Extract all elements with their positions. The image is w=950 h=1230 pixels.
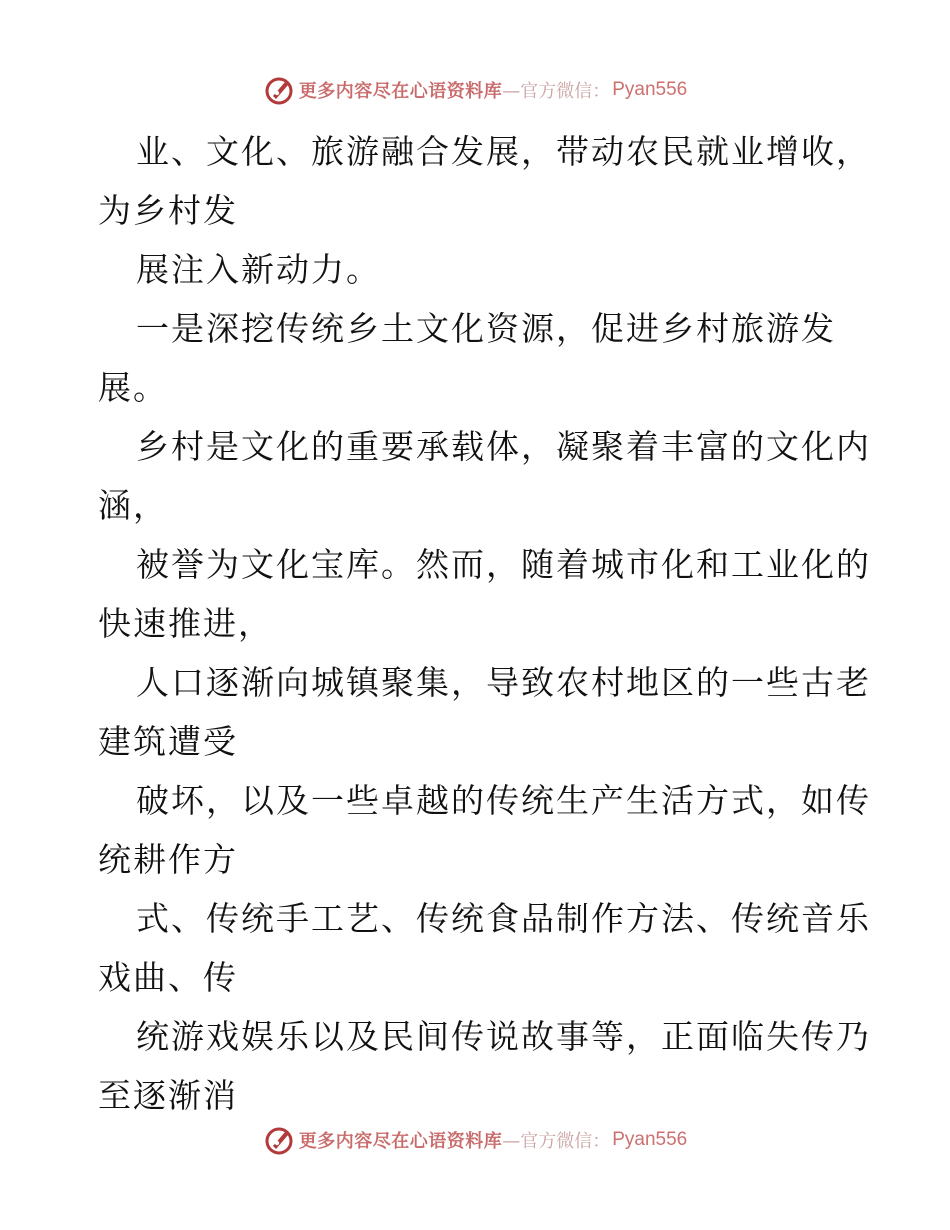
body-line: 统耕作方 bbox=[98, 840, 238, 879]
banner-title: 更多内容尽在心语资料库 bbox=[298, 1131, 503, 1152]
document-body bbox=[98, 122, 871, 1125]
banner-wechat-handle: Pyan556 bbox=[612, 79, 688, 100]
body-line: 一是深挖传统乡土文化资源，促进乡村旅游发 bbox=[136, 309, 836, 348]
body-line: 快速推进， bbox=[98, 604, 273, 643]
pen-nib-logo-icon bbox=[263, 1124, 295, 1156]
body-line: 业、文化、旅游融合发展，带动农民就业增收， bbox=[136, 132, 871, 171]
body-line: 人口逐渐向城镇聚集，导致农村地区的一些古老 bbox=[136, 663, 871, 702]
header-watermark-banner bbox=[0, 70, 950, 110]
body-line: 乡村是文化的重要承载体，凝聚着丰富的文化内 bbox=[136, 427, 871, 466]
body-line: 统游戏娱乐以及民间传说故事等，正面临失传乃 bbox=[136, 1017, 871, 1056]
body-line: 至逐渐消 bbox=[98, 1076, 238, 1115]
body-line: 破坏，以及一些卓越的传统生产生活方式，如传 bbox=[136, 781, 871, 820]
banner-title: 更多内容尽在心语资料库 bbox=[298, 81, 503, 102]
body-line: 展。 bbox=[98, 368, 168, 407]
banner-separator: —官方微信： bbox=[502, 1131, 611, 1152]
banner-wechat-handle: Pyan556 bbox=[612, 1129, 688, 1150]
body-line: 戏曲、传 bbox=[98, 958, 238, 997]
footer-watermark-banner bbox=[0, 1120, 950, 1160]
banner-separator: —官方微信： bbox=[502, 81, 611, 102]
body-line: 被誉为文化宝库。然而，随着城市化和工业化的 bbox=[136, 545, 871, 584]
body-line: 展注入新动力。 bbox=[136, 250, 381, 289]
body-line: 建筑遭受 bbox=[98, 722, 238, 761]
body-line: 涵， bbox=[98, 486, 168, 525]
body-line: 式、传统手工艺、传统食品制作方法、传统音乐 bbox=[136, 899, 871, 938]
body-line: 为乡村发 bbox=[98, 191, 238, 230]
pen-nib-logo-icon bbox=[263, 74, 295, 106]
